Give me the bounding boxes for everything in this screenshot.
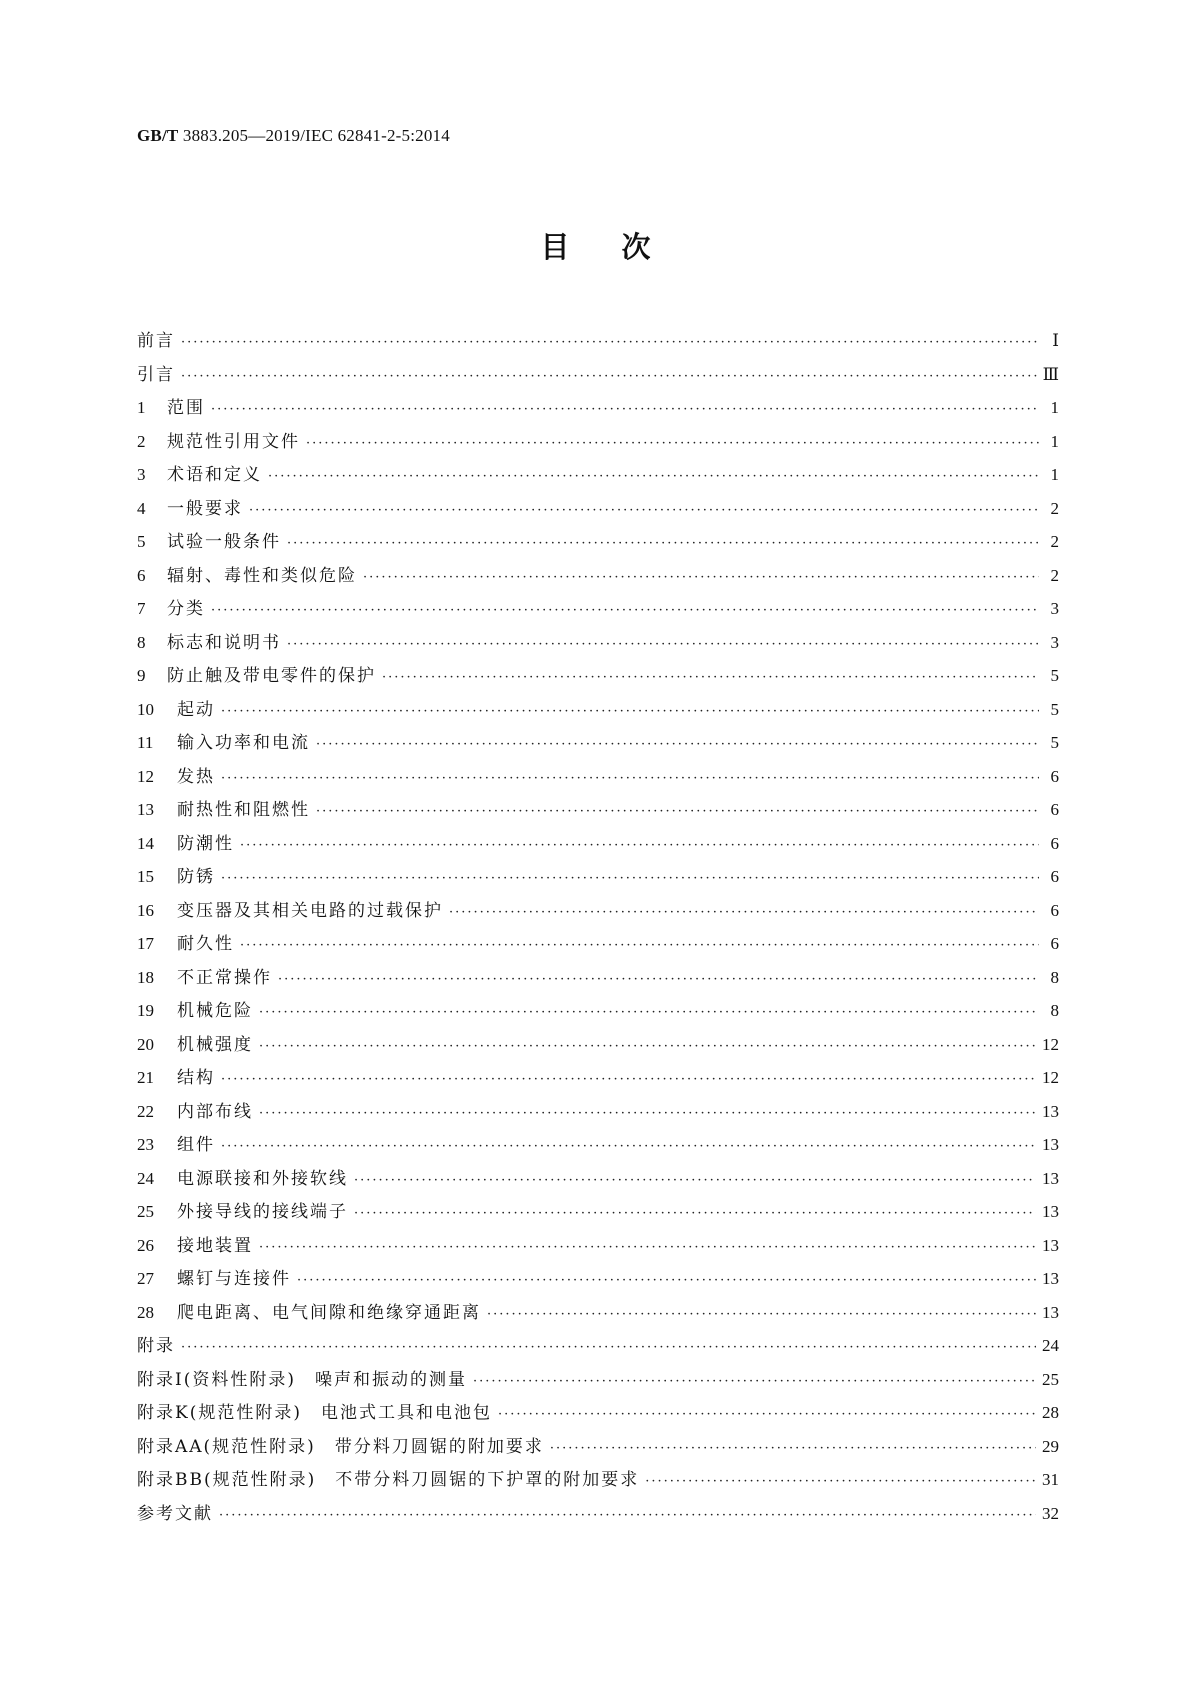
toc-entry-page: 8: [1050, 1001, 1059, 1020]
toc-dot-leader: [240, 838, 1039, 853]
toc-entry[interactable]: [137, 393, 1059, 427]
toc-dot-leader: [181, 369, 1037, 384]
toc-entry-page: 32: [1042, 1503, 1059, 1523]
toc-dot-leader: [473, 1374, 1036, 1389]
toc-entry[interactable]: [137, 1398, 1059, 1432]
toc-dot-leader: [249, 503, 1039, 518]
toc-dot-leader: [487, 1307, 1036, 1322]
toc-entry[interactable]: [137, 1063, 1059, 1097]
toc-entry-label: 组件: [177, 1135, 215, 1155]
toc-entry[interactable]: [137, 427, 1059, 461]
toc-dot-leader: [259, 1240, 1036, 1255]
toc-dot-leader: [498, 1407, 1036, 1422]
toc-entry-label: 标志和说明书: [167, 632, 281, 653]
toc-dot-leader: [278, 972, 1039, 987]
toc-entry[interactable]: [137, 762, 1059, 796]
toc-dot-leader: [181, 1340, 1036, 1355]
toc-dot-leader: [181, 335, 1039, 350]
toc-entry-label: 附录: [137, 1336, 175, 1356]
toc-entry-label: 发热: [177, 766, 215, 787]
toc-entry-label: 前言: [137, 331, 175, 351]
toc-dot-leader: [354, 1173, 1036, 1188]
toc-entry-page: 2: [1050, 565, 1059, 585]
toc-entry-page: 13: [1042, 1168, 1059, 1188]
toc-entry-label: 防锈: [177, 867, 215, 887]
toc-entry[interactable]: [137, 561, 1059, 595]
page-title: 目次: [540, 230, 703, 264]
toc-dot-leader: [550, 1441, 1036, 1456]
toc-entry-label: 引言: [137, 364, 175, 385]
toc-entry[interactable]: [137, 1197, 1059, 1231]
toc-entry-label: 机械强度: [177, 1034, 253, 1055]
toc-entry-page: 13: [1042, 1269, 1059, 1288]
toc-entry-number: 3: [137, 465, 146, 484]
toc-entry-number: 24: [137, 1168, 154, 1188]
toc-entry-label: 输入功率和电流: [177, 733, 310, 753]
toc-entry-label: 试验一般条件: [167, 532, 281, 552]
toc-entry-page: 5: [1050, 699, 1059, 719]
toc-entry-number: 28: [137, 1302, 154, 1322]
toc-dot-leader: [221, 871, 1039, 886]
toc-entry-label: 机械危险: [177, 1001, 253, 1021]
toc-entry[interactable]: [137, 1097, 1059, 1131]
toc-entry-number: 19: [137, 1001, 154, 1020]
toc-dot-leader: [354, 1206, 1036, 1221]
toc-entry-label: 规范性引用文件: [167, 431, 300, 452]
toc-entry-label: 耐久性: [177, 934, 234, 954]
toc-entry-page: 6: [1050, 934, 1059, 953]
toc-entry-number: 20: [137, 1034, 154, 1054]
toc-entry[interactable]: [137, 1231, 1059, 1265]
toc-dot-leader: [221, 1139, 1036, 1154]
toc-entry-number: 6: [137, 565, 146, 585]
toc-dot-leader: [363, 570, 1039, 585]
toc-entry-page: 8: [1050, 967, 1059, 987]
toc-entry-label: 耐热性和阻燃性: [177, 800, 310, 820]
toc-entry-page: 3: [1050, 599, 1059, 618]
toc-entry-number: 12: [137, 766, 154, 786]
standard-number: 3883.205—2019/IEC 62841-2-5:2014: [182, 126, 450, 145]
toc-dot-leader: [316, 804, 1039, 819]
toc-entry-page: 24: [1042, 1336, 1059, 1355]
toc-entry-page: 6: [1050, 900, 1059, 920]
toc-entry[interactable]: [137, 862, 1059, 896]
toc-entry-page: Ⅰ: [1052, 331, 1059, 350]
toc-entry-page: 12: [1042, 1034, 1059, 1054]
toc-dot-leader: [259, 1005, 1039, 1020]
toc-entry-label: 附录Ⅰ(资料性附录) 噪声和振动的测量: [137, 1369, 467, 1390]
toc-dot-leader: [221, 1072, 1036, 1087]
toc-dot-leader: [221, 771, 1039, 786]
toc-dot-leader: [382, 670, 1039, 685]
toc-dot-leader: [211, 402, 1039, 417]
toc-entry-label: 螺钉与连接件: [177, 1269, 291, 1289]
toc-dot-leader: [268, 469, 1039, 484]
toc-dot-leader: [211, 603, 1039, 618]
toc-entry-number: 15: [137, 867, 154, 886]
toc-entry-number: 10: [137, 699, 154, 719]
toc-entry[interactable]: [137, 1499, 1059, 1533]
toc-entry-number: 27: [137, 1269, 154, 1288]
toc-entry-label: 不正常操作: [177, 967, 272, 988]
toc-entry-page: 29: [1042, 1436, 1059, 1456]
toc-entry-label: 防止触及带电零件的保护: [167, 666, 376, 686]
table-of-contents: [137, 326, 1059, 1532]
toc-entry[interactable]: [137, 695, 1059, 729]
toc-entry-label: 辐射、毒性和类似危险: [167, 565, 357, 586]
toc-entry[interactable]: [137, 460, 1059, 494]
toc-entry-number: 21: [137, 1068, 154, 1087]
toc-entry[interactable]: [137, 326, 1059, 360]
document-code: [137, 126, 450, 146]
toc-entry-label: 范围: [167, 398, 205, 418]
toc-entry-page: 2: [1050, 498, 1059, 518]
toc-entry-page: 13: [1042, 1202, 1059, 1221]
toc-entry-page: 5: [1050, 733, 1059, 752]
toc-entry[interactable]: [137, 963, 1059, 997]
toc-entry-number: 18: [137, 967, 154, 987]
toc-entry-label: 接地装置: [177, 1235, 253, 1256]
toc-entry-page: 1: [1050, 431, 1059, 451]
toc-entry[interactable]: [137, 594, 1059, 628]
toc-entry-number: 9: [137, 666, 146, 685]
toc-entry-number: 1: [137, 398, 146, 417]
toc-dot-leader: [221, 704, 1039, 719]
toc-dot-leader: [306, 436, 1039, 451]
toc-entry-label: 爬电距离、电气间隙和绝缘穿通距离: [177, 1302, 481, 1323]
toc-entry-label: 防潮性: [177, 833, 234, 854]
toc-entry[interactable]: [137, 929, 1059, 963]
toc-dot-leader: [645, 1474, 1036, 1489]
toc-entry-label: 附录AA(规范性附录) 带分料刀圆锯的附加要求: [137, 1436, 544, 1457]
toc-entry[interactable]: [137, 1164, 1059, 1198]
toc-entry-label: 内部布线: [177, 1101, 253, 1122]
toc-entry[interactable]: [137, 1030, 1059, 1064]
toc-entry-number: 2: [137, 431, 146, 451]
toc-entry-page: 12: [1042, 1068, 1059, 1087]
toc-entry[interactable]: [137, 1264, 1059, 1298]
toc-dot-leader: [287, 536, 1039, 551]
toc-entry-number: 17: [137, 934, 154, 953]
toc-entry-page: 2: [1050, 532, 1059, 551]
toc-entry-number: 13: [137, 800, 154, 819]
toc-entry-label: 一般要求: [167, 498, 243, 519]
toc-entry-number: 26: [137, 1235, 154, 1255]
toc-entry-label: 电源联接和外接软线: [177, 1168, 348, 1189]
toc-dot-leader: [240, 938, 1039, 953]
toc-entry[interactable]: [137, 829, 1059, 863]
toc-entry-page: Ⅲ: [1042, 364, 1059, 384]
toc-entry-label: 结构: [177, 1068, 215, 1088]
toc-entry[interactable]: [137, 1298, 1059, 1332]
toc-entry[interactable]: [137, 1331, 1059, 1365]
toc-entry-number: 7: [137, 599, 146, 618]
toc-entry-number: 5: [137, 532, 146, 551]
toc-entry-page: 28: [1042, 1403, 1059, 1422]
toc-entry[interactable]: [137, 1130, 1059, 1164]
toc-entry-number: 4: [137, 498, 146, 518]
toc-entry-page: 25: [1042, 1369, 1059, 1389]
toc-entry[interactable]: [137, 494, 1059, 528]
toc-dot-leader: [219, 1508, 1036, 1523]
toc-entry-page: 6: [1050, 800, 1059, 819]
toc-entry-label: 分类: [167, 599, 205, 619]
toc-entry-page: 13: [1042, 1302, 1059, 1322]
toc-dot-leader: [259, 1039, 1036, 1054]
toc-entry[interactable]: [137, 795, 1059, 829]
toc-entry-label: 附录K(规范性附录) 电池式工具和电池包: [137, 1403, 492, 1423]
toc-entry-page: 6: [1050, 867, 1059, 886]
toc-entry[interactable]: [137, 728, 1059, 762]
toc-entry-label: 起动: [177, 699, 215, 720]
toc-entry-page: 3: [1050, 632, 1059, 652]
toc-entry-page: 13: [1042, 1135, 1059, 1154]
toc-entry-label: 术语和定义: [167, 465, 262, 485]
toc-entry-label: 参考文献: [137, 1503, 213, 1524]
toc-entry-number: 11: [137, 733, 154, 752]
standard-prefix: GB/T: [137, 126, 179, 145]
toc-entry-number: 22: [137, 1101, 154, 1121]
toc-entry[interactable]: [137, 1465, 1059, 1499]
toc-entry-label: 外接导线的接线端子: [177, 1202, 348, 1222]
toc-entry[interactable]: [137, 996, 1059, 1030]
toc-entry-label: 变压器及其相关电路的过载保护: [177, 900, 443, 921]
toc-entry[interactable]: [137, 1365, 1059, 1399]
toc-entry-page: 6: [1050, 766, 1059, 786]
toc-entry-page: 1: [1050, 398, 1059, 417]
toc-dot-leader: [297, 1273, 1036, 1288]
toc-entry-label: 附录BB(规范性附录) 不带分料刀圆锯的下护罩的附加要求: [137, 1470, 640, 1490]
toc-dot-leader: [449, 905, 1039, 920]
toc-dot-leader: [287, 637, 1039, 652]
toc-entry-page: 5: [1050, 666, 1059, 685]
toc-entry-number: 23: [137, 1135, 154, 1154]
toc-entry[interactable]: [137, 896, 1059, 930]
toc-entry-page: 1: [1050, 465, 1059, 484]
toc-dot-leader: [259, 1106, 1036, 1121]
toc-dot-leader: [316, 737, 1039, 752]
toc-entry[interactable]: [137, 527, 1059, 561]
toc-entry-page: 6: [1050, 833, 1059, 853]
toc-entry-page: 13: [1042, 1235, 1059, 1255]
toc-entry[interactable]: [137, 360, 1059, 394]
toc-entry[interactable]: [137, 661, 1059, 695]
toc-entry[interactable]: [137, 1432, 1059, 1466]
toc-entry-page: 31: [1042, 1470, 1059, 1489]
toc-entry-number: 14: [137, 833, 154, 853]
toc-entry[interactable]: [137, 628, 1059, 662]
toc-entry-number: 8: [137, 632, 146, 652]
toc-entry-number: 25: [137, 1202, 154, 1221]
toc-entry-number: 16: [137, 900, 154, 920]
toc-entry-page: 13: [1042, 1101, 1059, 1121]
